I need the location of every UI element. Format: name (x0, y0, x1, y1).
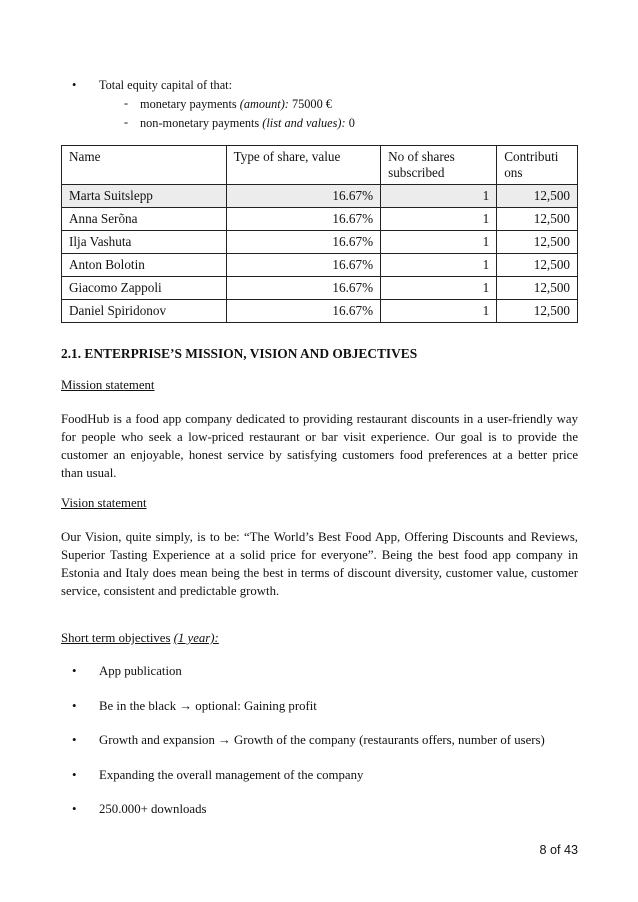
cell-shares-count: 1 (381, 185, 497, 208)
table-row (62, 185, 578, 208)
cell-contribution: 12,500 (497, 300, 578, 323)
cell-contribution: 12,500 (497, 277, 578, 300)
objectives-heading (61, 631, 219, 646)
cell-share-value: 16.67% (226, 300, 380, 323)
vision-paragraph (61, 528, 578, 600)
cell-share-value: 16.67% (226, 208, 380, 231)
cell-name: Giacomo Zappoli (62, 277, 227, 300)
objective-text: Growth and expansion → Growth of the company (restaurants offers, number of users) (99, 733, 545, 747)
nonmonetary-value: 0 (348, 116, 355, 130)
cell-share-value: 16.67% (226, 277, 380, 300)
bullet-marker: • (72, 802, 77, 816)
cell-shares-count: 1 (381, 254, 497, 277)
mission-paragraph (61, 410, 578, 482)
bullet-marker: • (72, 698, 77, 713)
table-row (62, 300, 578, 323)
objective-text: Expanding the overall management of the company (99, 767, 364, 782)
section-title: 2.1. ENTERPRISE’S MISSION, VISION AND OBJECTIVES (61, 346, 418, 361)
cell-name: Anna Serõna (62, 208, 227, 231)
monetary-value: 75000 € (291, 97, 332, 111)
objective-text: App publication (99, 664, 182, 678)
header-contributions: Contributi ons (497, 146, 578, 185)
cell-contribution: 12,500 (497, 185, 578, 208)
table-row (62, 231, 578, 254)
paragraph-line: Our Vision, quite simply, is to be: “The World’s Best Food App, Offering Discounts and Reviews, (61, 530, 578, 544)
cell-contribution: 12,500 (497, 231, 578, 254)
cell-shares-count: 1 (381, 300, 497, 323)
paragraph-line: Estonia and Italy does mean being the best in terms of discount diversity, customer value, customer (61, 566, 578, 580)
objectives-period: (1 year): (173, 631, 219, 645)
cell-name: Ilja Vashuta (62, 231, 227, 254)
cell-shares-count: 1 (381, 231, 497, 254)
monetary-label: monetary payments (140, 97, 237, 111)
paragraph-line: than usual. (61, 466, 117, 480)
dash-marker: - (124, 96, 129, 110)
cell-contribution: 12,500 (497, 254, 578, 277)
page-number: 8 of 43 (539, 843, 578, 857)
cell-shares-count: 1 (381, 277, 497, 300)
equity-title: Total equity capital of that: (99, 78, 232, 92)
cell-share-value: 16.67% (226, 231, 380, 254)
cell-name: Daniel Spiridonov (62, 300, 227, 323)
dash-marker: - (124, 115, 129, 129)
bullet-marker: • (72, 664, 77, 678)
cell-name: Anton Bolotin (62, 254, 227, 277)
table-row (62, 277, 578, 300)
header-shares-subscribed: No of shares subscribed (381, 146, 497, 185)
paragraph-line: FoodHub is a food app company dedicated to providing restaurant discounts in a user-friendly way (61, 412, 578, 426)
cell-share-value: 16.67% (226, 254, 380, 277)
mission-heading: Mission statement (61, 378, 155, 392)
paragraph-line: service, consistent and predictable growth. (61, 584, 280, 598)
header-name: Name (62, 146, 227, 185)
monetary-note: (amount): (239, 97, 289, 111)
nonmonetary-label: non-monetary payments (140, 116, 260, 130)
table-row (62, 208, 578, 231)
cell-share-value: 16.67% (226, 185, 380, 208)
table-row (62, 254, 578, 277)
objectives-heading-text: Short term objectives (61, 631, 171, 645)
cell-shares-count: 1 (381, 208, 497, 231)
table-header-row (62, 146, 578, 185)
nonmonetary-note: (list and values): (262, 116, 346, 130)
vision-heading: Vision statement (61, 496, 147, 510)
bullet-marker: • (72, 78, 77, 92)
bullet-marker: • (72, 767, 77, 782)
cell-contribution: 12,500 (497, 208, 578, 231)
shareholders-table (61, 145, 578, 323)
paragraph-line: Superior Tasting Experience at a solid price for everyone”. Being the best food app company in (61, 548, 578, 562)
paragraph-line: customer an enjoyable, honest service by satisfying customers food preferences at a better price (61, 448, 578, 462)
cell-name: Marta Suitslepp (62, 185, 227, 208)
objective-text: Be in the black → optional: Gaining profit (99, 698, 317, 713)
header-share-type: Type of share, value (226, 146, 380, 185)
paragraph-line: for people who seek a low-priced restaurant or bar visit experience. Our goal is to provide the (61, 430, 578, 444)
bullet-marker: • (72, 733, 77, 747)
objective-text: 250.000+ downloads (99, 802, 207, 816)
